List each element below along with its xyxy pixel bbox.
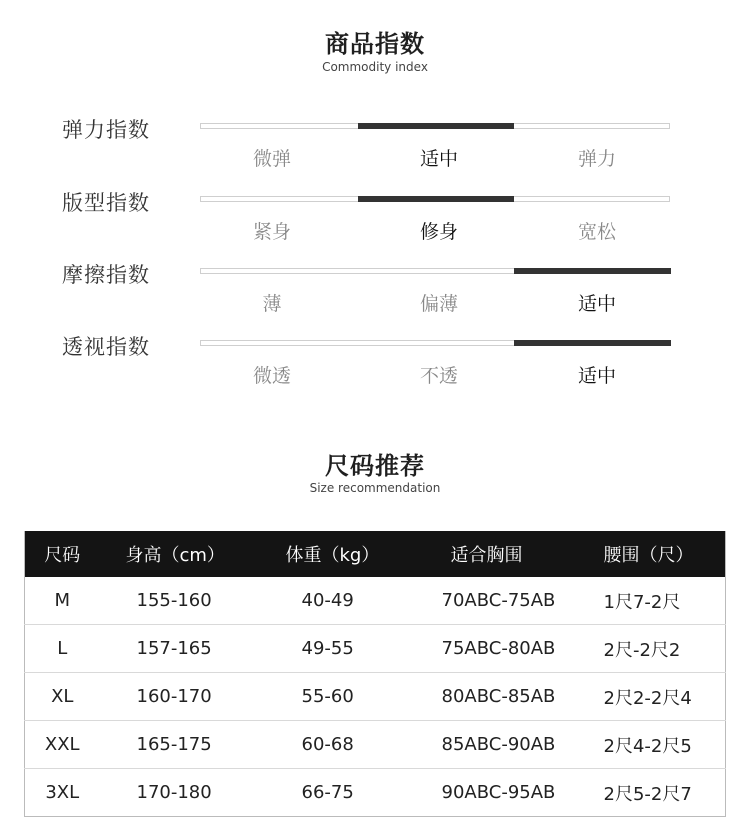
table-row — [25, 625, 726, 673]
index-option: 弹力 — [577, 148, 616, 170]
cell-height: 165-175 — [100, 721, 250, 769]
cell-height: 155-160 — [136, 590, 212, 611]
cell-waist: 2尺2-2尺4 — [580, 673, 726, 721]
index-scale-fill — [514, 268, 671, 274]
cell-waist: 2尺-2尺2 — [580, 625, 726, 673]
index-option: 薄 — [262, 293, 282, 315]
index-scale-fill — [358, 123, 514, 129]
index-option-selected: 适中 — [419, 148, 458, 170]
size-recommendation-title: 尺码推荐 — [325, 452, 425, 480]
header-weight: 体重（kg） — [250, 531, 410, 577]
index-option: 宽松 — [577, 221, 616, 243]
cell-bust: 70ABC-75AB — [441, 590, 556, 611]
table-row — [25, 721, 726, 769]
cell-weight: 49-55 — [250, 625, 410, 673]
cell-height: 170-180 — [100, 769, 250, 817]
cell-size: L — [25, 625, 100, 673]
table-row — [25, 577, 726, 625]
index-label: 透视指数 — [62, 335, 150, 359]
header-height: 身高（cm） — [100, 531, 250, 577]
index-option: 紧身 — [252, 221, 291, 243]
cell-size: XL — [25, 673, 100, 721]
header-bust: 适合胸围 — [410, 531, 580, 577]
commodity-index-subtitle: Commodity index — [322, 60, 428, 74]
index-scale-track — [200, 196, 670, 202]
cell-weight: 60-68 — [250, 721, 410, 769]
cell-weight: 40-49 — [301, 590, 354, 611]
size-recommendation-subtitle: Size recommendation — [309, 481, 441, 495]
cell-size: XXL — [25, 721, 100, 769]
cell-waist: 2尺4-2尺5 — [580, 721, 726, 769]
index-label: 摩擦指数 — [62, 263, 150, 287]
cell-size: M — [54, 590, 71, 611]
index-scale-fill — [514, 340, 671, 346]
index-option: 微弹 — [252, 148, 291, 170]
cell-weight: 55-60 — [250, 673, 410, 721]
index-scale-track — [200, 340, 670, 346]
index-scale-track — [200, 123, 670, 129]
index-option: 偏薄 — [419, 293, 458, 315]
index-label: 版型指数 — [62, 191, 150, 215]
cell-weight: 66-75 — [250, 769, 410, 817]
cell-waist: 1尺7-2尺 — [603, 591, 681, 613]
index-option: 不透 — [419, 365, 458, 387]
size-table-header-row — [25, 531, 726, 577]
index-option-selected: 修身 — [419, 221, 458, 243]
index-option-selected: 适中 — [577, 365, 616, 387]
cell-size: 3XL — [25, 769, 100, 817]
cell-bust: 75ABC-80AB — [410, 625, 580, 673]
index-scale-fill — [358, 196, 514, 202]
table-row — [25, 673, 726, 721]
header-size: 尺码 — [25, 531, 100, 577]
header-waist: 腰围（尺） — [580, 531, 726, 577]
cell-height: 160-170 — [100, 673, 250, 721]
cell-bust: 90ABC-95AB — [410, 769, 580, 817]
size-table — [24, 531, 726, 817]
index-option-selected: 适中 — [577, 293, 616, 315]
index-option: 微透 — [252, 365, 291, 387]
commodity-index-title: 商品指数 — [325, 30, 425, 58]
cell-bust: 85ABC-90AB — [410, 721, 580, 769]
index-scale-track — [200, 268, 670, 274]
cell-waist: 2尺5-2尺7 — [580, 769, 726, 817]
cell-height: 157-165 — [100, 625, 250, 673]
cell-bust: 80ABC-85AB — [410, 673, 580, 721]
table-row — [25, 769, 726, 817]
index-label: 弹力指数 — [62, 118, 150, 142]
